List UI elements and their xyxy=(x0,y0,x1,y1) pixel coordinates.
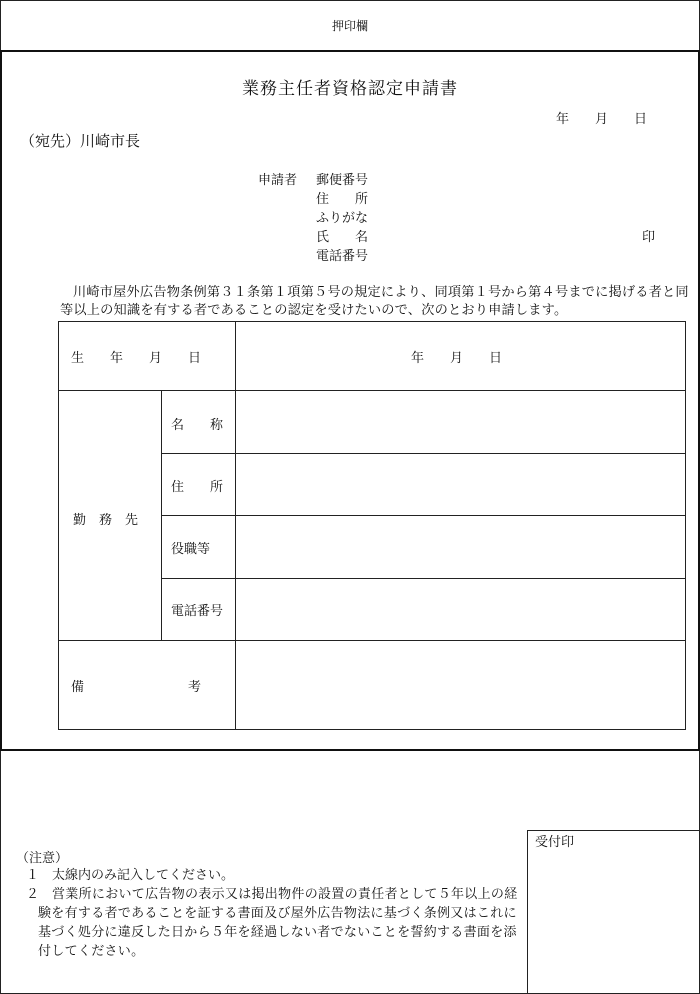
declaration-text: 川崎市屋外広告物条例第３１条第１項第５号の規定により、同項第１号から第４号までに掲げる者と同等以上の知識を有する者であることの認定を受けたいので、次のとおり申請します。 xyxy=(60,285,689,318)
workplace-phone-field[interactable] xyxy=(236,579,685,640)
furigana-field-label[interactable]: ふりがな xyxy=(316,211,369,226)
workplace-position-field[interactable] xyxy=(236,516,685,578)
seal-mark: 印 xyxy=(642,230,656,245)
note-text: 営業所において広告物の表示又は掲出物件の設置の責任者として５年以上の経験を有する者であることを証する書面及び屋外広告物法に基づく条例又はこれに基づく処分に違反した日から５年を経過しない者でないことを誓約する書面を添付してください。 xyxy=(38,887,518,959)
stamp-column-label: 押印欄 xyxy=(331,19,368,33)
postal-code-field-label[interactable]: 郵便番号 xyxy=(316,173,369,188)
notes-heading: （注意） xyxy=(16,851,69,866)
applicant-name-field-label[interactable]: 氏 名 xyxy=(316,230,369,245)
birthdate-field[interactable]: 年 月 日 xyxy=(411,351,503,366)
receipt-stamp-box xyxy=(527,830,699,993)
workplace-phone-label: 電話番号 xyxy=(171,604,224,619)
remarks-field[interactable] xyxy=(236,641,685,729)
workplace-position-label: 役職等 xyxy=(171,542,211,557)
note-number: １ xyxy=(26,868,40,883)
note-text: 太線内のみ記入してください。 xyxy=(52,868,235,883)
workplace-name-field[interactable] xyxy=(236,391,685,453)
workplace-name-label: 名 称 xyxy=(171,418,224,433)
applicant-heading: 申請者 xyxy=(258,173,298,188)
addressee: （宛先）川崎市長 xyxy=(20,132,141,150)
applicant-address-field-label[interactable]: 住 所 xyxy=(316,192,369,207)
application-table xyxy=(58,321,686,730)
remarks-label: 備 考 xyxy=(71,680,202,695)
workplace-address-label: 住 所 xyxy=(171,480,224,495)
birthdate-label: 生 年 月 日 xyxy=(71,351,202,366)
receipt-stamp-label: 受付印 xyxy=(535,835,575,850)
workplace-label: 勤 務 先 xyxy=(73,513,139,528)
workplace-address-field[interactable] xyxy=(236,454,685,515)
table-divider xyxy=(161,390,162,640)
page-title: 業務主任者資格認定申請書 xyxy=(242,79,458,99)
note-number: ２ xyxy=(26,887,40,902)
applicant-phone-field-label[interactable]: 電話番号 xyxy=(316,249,369,264)
application-date-field[interactable]: 年 月 日 xyxy=(556,112,648,127)
